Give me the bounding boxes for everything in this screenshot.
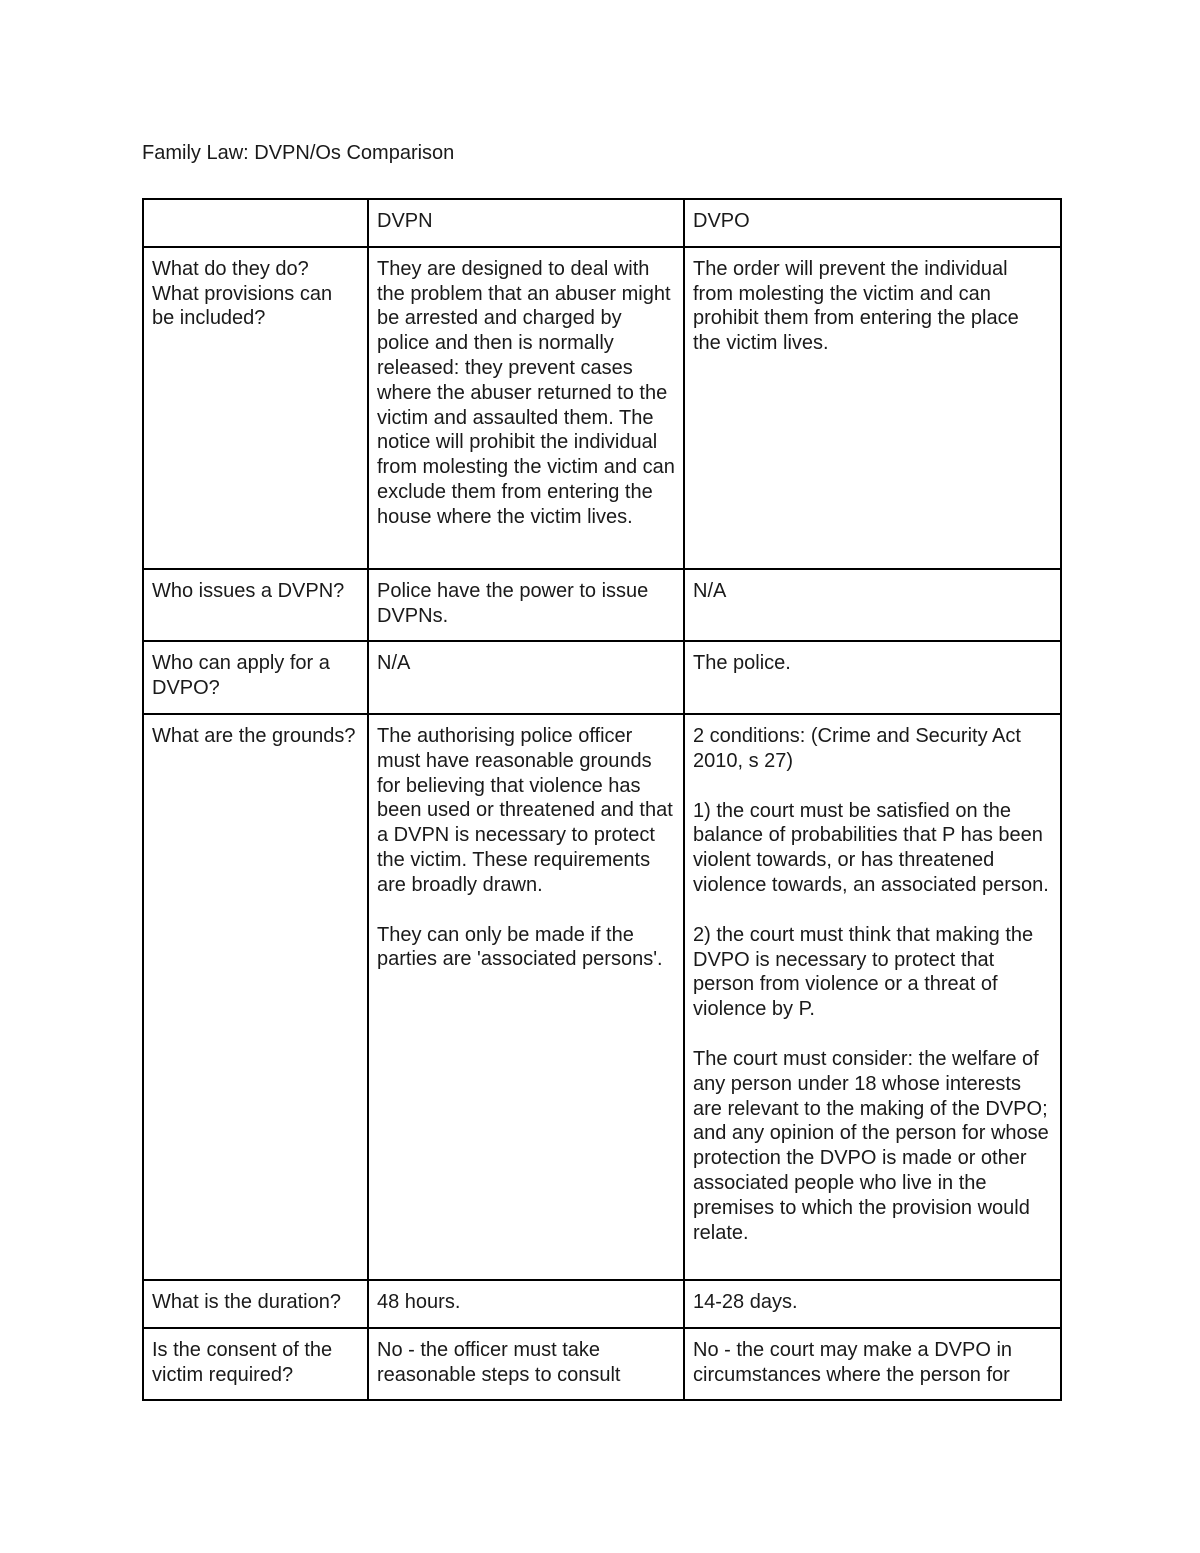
dvpn-cell <box>368 1328 684 1400</box>
table-row <box>143 569 1061 642</box>
row-label-cell: What is the duration? <box>143 1280 368 1328</box>
table-row <box>143 714 1061 1280</box>
cell-paragraph: 1) the court must be satisfied on the balance of probabilities that P has been violent towards, or has threatened violence towards, an associated person. <box>693 799 1049 896</box>
header-cell-dvpn: DVPN <box>368 199 684 247</box>
cell-text: No - the court may make a DVPO in circumstances where the person for <box>693 1338 1013 1386</box>
cell-paragraph: The police. <box>693 652 791 675</box>
header-cell-empty <box>143 199 368 247</box>
table-header-row <box>143 199 1061 247</box>
table-row <box>143 247 1061 569</box>
dvpn-cell <box>368 714 684 1280</box>
cell-paragraph: N/A <box>377 652 411 675</box>
row-label-cell: What are the grounds? <box>143 714 368 1280</box>
row-label-cell: Who can apply for a DVPO? <box>143 641 368 714</box>
cell-text: No - the officer must take reasonable steps to consult <box>377 1338 621 1386</box>
cell-paragraph: 2) the court must think that making the DVPO is necessary to protect that person from violence or a threat of violence by P. <box>693 923 1034 1021</box>
dvpo-cell <box>684 247 1061 569</box>
dvpo-cell <box>684 641 1061 714</box>
cell-paragraph: N/A <box>693 579 727 602</box>
table-row <box>143 1280 1061 1328</box>
cell-paragraph: 2 conditions: (Crime and Security Act 2010, s 27) <box>693 724 1021 772</box>
comparison-table <box>142 198 1062 1401</box>
row-label-cell <box>143 1328 368 1400</box>
dvpn-cell <box>368 641 684 714</box>
dvpn-cell <box>368 569 684 642</box>
cell-paragraph: The authorising police officer must have reasonable grounds for believing that violence has been used or threatened and that a DVPN is necessary to protect the victim. These requirements are broadly drawn. <box>377 724 673 896</box>
row-label-cell: Who issues a DVPN? <box>143 569 368 642</box>
table-row <box>143 1328 1061 1400</box>
dvpn-cell <box>368 1280 684 1328</box>
table-row <box>143 641 1061 714</box>
document-title: Family Law: DVPN/Os Comparison <box>142 142 455 164</box>
row-label-cell: What do they do? What provisions can be included? <box>143 247 368 569</box>
dvpo-cell <box>684 1280 1061 1328</box>
dvpo-cell <box>684 569 1061 642</box>
cell-paragraph: They are designed to deal with the problem that an abuser might be arrested and charged by police and then is normally released: they prevent cases where the abuser returned to the victim and assaulted them. The notice will prohibit the individual from molesting the victim and can exclude them from entering the house where the victim lives. <box>377 257 675 528</box>
cell-paragraph: The court must consider: the welfare of any person under 18 whose interests are relevant to the making of the DVPO; and any opinion of the person for whose protection the DVPO is made or other associated people who live in the premises to which the provision would relate. <box>693 1047 1049 1244</box>
cell-paragraph: The order will prevent the individual from molesting the victim and can prohibit them from entering the place the victim lives. <box>693 257 1019 355</box>
cell-paragraph: 48 hours. <box>377 1290 461 1313</box>
cell-paragraph: 14-28 days. <box>693 1290 798 1313</box>
cell-text: Is the consent of the victim required? <box>152 1338 333 1386</box>
cell-paragraph: Police have the power to issue DVPNs. <box>377 579 649 627</box>
cell-paragraph: They can only be made if the parties are 'associated persons'. <box>377 923 663 971</box>
dvpo-cell <box>684 714 1061 1280</box>
dvpn-cell <box>368 247 684 569</box>
header-cell-dvpo: DVPO <box>684 199 1061 247</box>
dvpo-cell <box>684 1328 1061 1400</box>
